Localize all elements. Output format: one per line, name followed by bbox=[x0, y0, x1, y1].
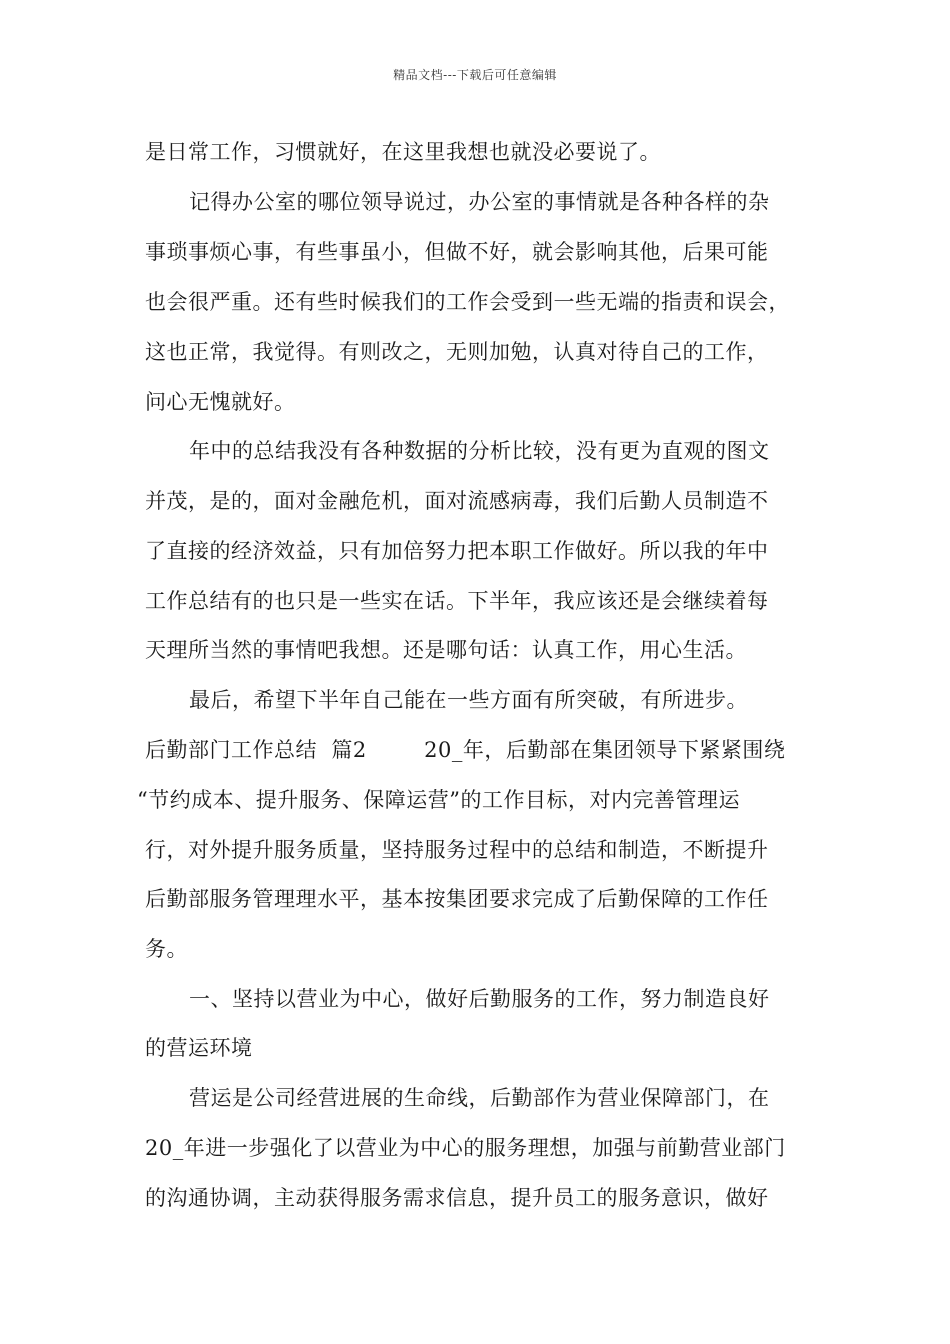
text-line-1: 是日常工作，习惯就好，在这里我想也就没必要说了。 bbox=[145, 140, 661, 164]
text-line-8: 并茂，是的，面对金融危机，面对流感病毒，我们后勤人员制造不 bbox=[145, 489, 769, 513]
text-line-22: 的沟通协调，主动获得服务需求信息，提升员工的服务意识，做好 bbox=[145, 1186, 769, 1210]
text-line-18: 一、坚持以营业为中心，做好后勤服务的工作，努力制造良好 bbox=[189, 987, 770, 1011]
text-line-3: 事琐事烦心事，有些事虽小，但做不好，就会影响其他，后果可能 bbox=[145, 240, 769, 264]
text-line-14: “节约成本、提升服务、保障运营”的工作目标，对内完善管理运 bbox=[137, 788, 740, 812]
text-line-9: 了直接的经济效益，只有加倍努力把本职工作做好。所以我的年中 bbox=[145, 539, 769, 563]
text-line-2: 记得办公室的哪位领导说过，办公室的事情就是各种各样的杂 bbox=[189, 190, 770, 214]
text-line-17: 务。 bbox=[145, 937, 188, 961]
document-header: 精品文档---下载后可任意编辑 bbox=[393, 68, 557, 82]
text-line-4: 也会很严重。还有些时候我们的工作会受到一些无端的指责和误会， bbox=[145, 290, 790, 314]
text-line-7: 年中的总结我没有各种数据的分析比较，没有更为直观的图文 bbox=[189, 439, 770, 463]
text-line-20: 营运是公司经营进展的生命线，后勤部作为营业保障部门，在 bbox=[189, 1086, 770, 1110]
text-line-10: 工作总结有的也只是一些实在话。下半年，我应该还是会继续着每 bbox=[145, 589, 769, 613]
text-line-13: 后勤部门工作总结 篇2 20_年，后勤部在集团领导下紧紧围绕 bbox=[145, 738, 786, 762]
text-line-21: 20_年进一步强化了以营业为中心的服务理想，加强与前勤营业部门 bbox=[145, 1136, 786, 1160]
text-line-11: 天理所当然的事情吧我想。还是哪句话：认真工作，用心生活。 bbox=[145, 638, 747, 662]
text-line-6: 问心无愧就好。 bbox=[145, 390, 296, 414]
text-line-15: 行，对外提升服务质量，坚持服务过程中的总结和制造，不断提升 bbox=[145, 838, 769, 862]
text-line-19: 的营运环境 bbox=[145, 1036, 253, 1060]
text-line-12: 最后，希望下半年自己能在一些方面有所突破，有所进步。 bbox=[189, 688, 748, 712]
text-line-5: 这也正常，我觉得。有则改之，无则加勉，认真对待自己的工作， bbox=[145, 340, 769, 364]
text-line-16: 后勤部服务管理理水平，基本按集团要求完成了后勤保障的工作任 bbox=[145, 887, 769, 911]
